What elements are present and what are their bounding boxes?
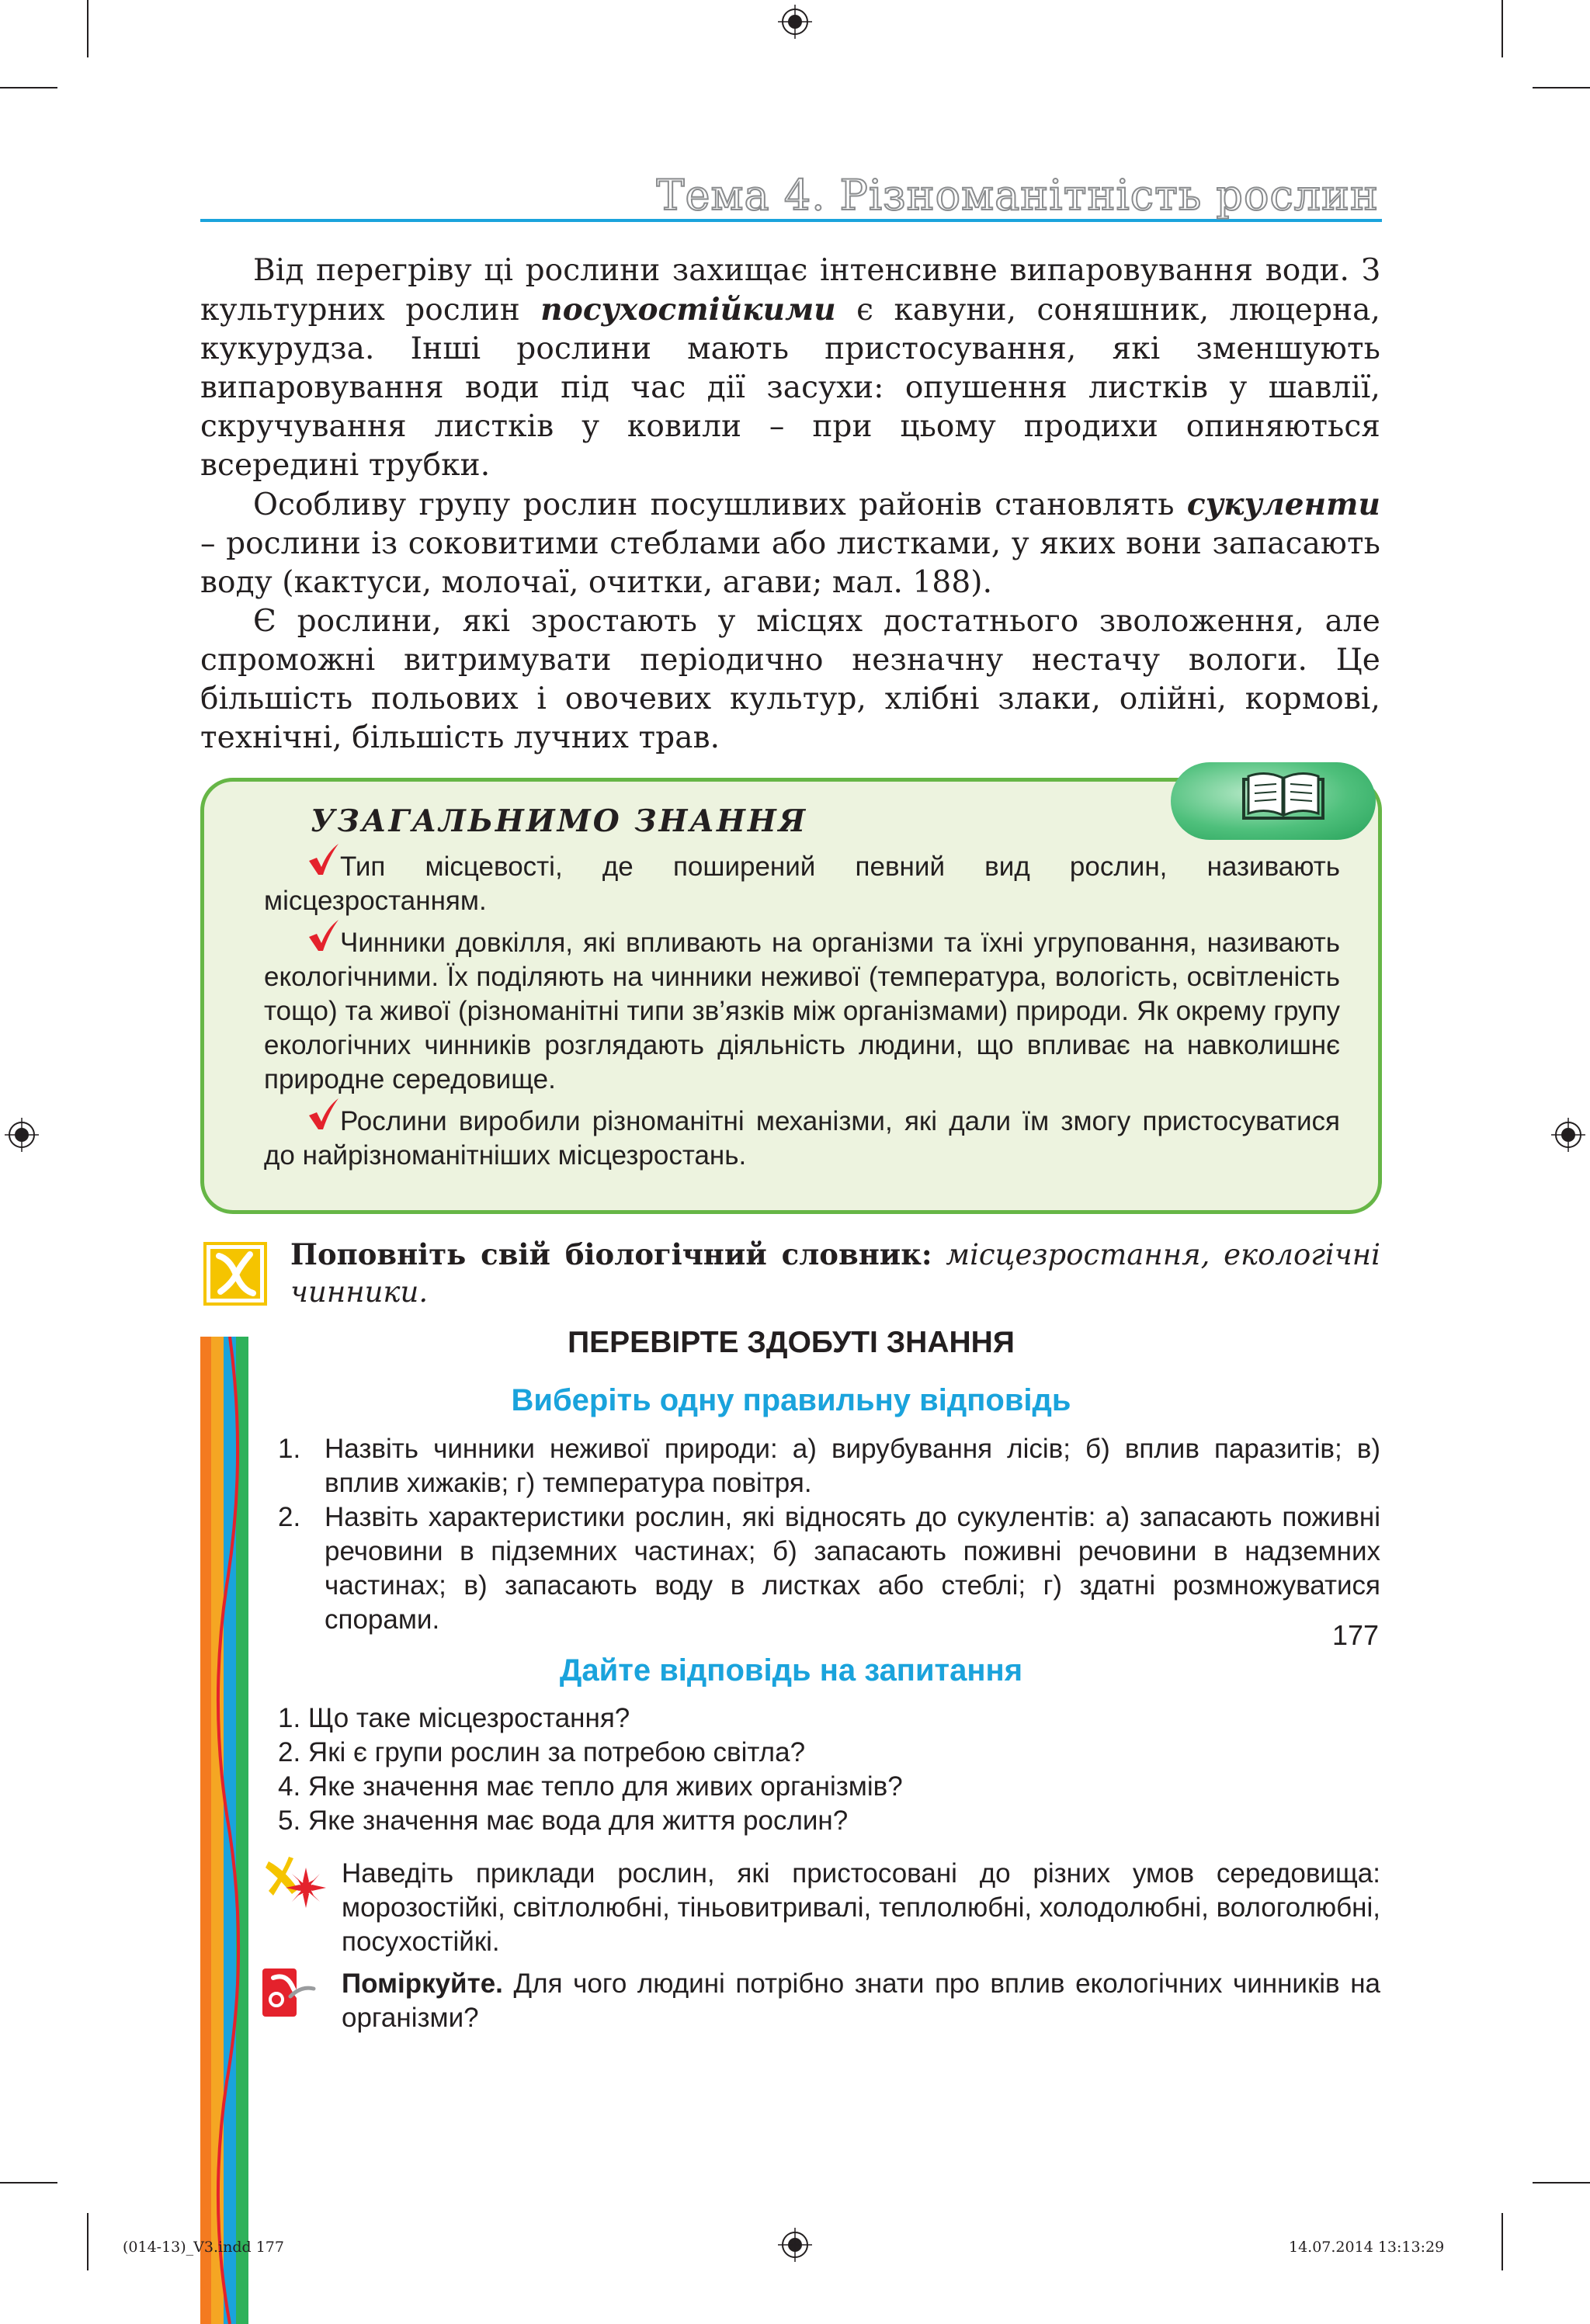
list-item (278, 1500, 1380, 1637)
item-number: 2. (278, 1502, 301, 1532)
list-item: 2. Які є групи рослин за потребою світла? (278, 1737, 806, 1767)
registration-mark-icon (1551, 1118, 1585, 1152)
body-text (200, 251, 1380, 758)
section-heading: ПЕРЕВІРТЕ ЗДОБУТІ ЗНАННЯ (568, 1326, 1015, 1359)
list-item: 5. Яке значення має вода для життя рослин? (278, 1805, 849, 1836)
summary-item-text: Чинники довкілля, які впливають на організми та їхні угруповання, називають екологічними. Їх поділяють на чинники неживої (температура, вологість, освітленість тощо) та живої (різноманітні типи зв’язків між організмами) природи. Як окрему групу екологічних чинників розглядають діяльність людини, що впливає на навколишнє природне середовище. (264, 928, 1340, 1094)
registration-mark-icon (778, 2228, 812, 2262)
footer-file-info: (014-13)_V3.indd 177 (123, 2239, 284, 2256)
crop-mark (1501, 2213, 1503, 2270)
chapter-title: Тема 4. Різноманітність рослин (656, 171, 1379, 220)
list-item: 4. Яке значення має тепло для живих організмів? (278, 1771, 903, 1802)
checkmark-icon (306, 918, 340, 952)
crop-mark (87, 2213, 89, 2270)
paragraph-text: Від перегріву ці рослини захищає інтенсивне випаровування води. З культурних рослин (200, 253, 1380, 328)
chapter-header (200, 172, 1382, 222)
summary-item (264, 850, 1340, 918)
crop-mark (87, 0, 89, 57)
summary-title: УЗАГАЛЬНИМО ЗНАННЯ (311, 803, 808, 839)
crop-mark (0, 2182, 57, 2184)
footer-timestamp: 14.07.2014 13:13:29 (1289, 2239, 1445, 2256)
question-list (278, 1701, 1380, 1838)
checkmark-icon (306, 1097, 340, 1131)
registration-mark-icon (778, 5, 812, 39)
flower-task-icon (262, 1855, 329, 1909)
summary-item (264, 926, 1340, 1097)
crop-mark (1501, 0, 1503, 57)
summary-item-text: Рослини виробили різноманітні механізми, які дали їм змогу пристосуватися до найрізноманітніших місцезростань. (264, 1106, 1340, 1171)
task-think (342, 1967, 1380, 2035)
page-number: 177 (1332, 1619, 1380, 1651)
paragraph-text: Є рослини, які зростають у місцях достатнього зволоження, але спроможні витримувати періодично незначну нестачу вологи. Це більшість польових і овочевих культур, хлібні злаки, олійні, кормові, технічні, більшість лучних трав. (200, 604, 1380, 755)
checkmark-icon (306, 842, 340, 876)
open-book-icon (1241, 768, 1326, 823)
paragraph-text: Особливу групу рослин посушливих районів становлять (253, 487, 1187, 522)
summary-list (264, 850, 1340, 1173)
item-number: 1. (278, 1434, 301, 1464)
question-list (278, 1432, 1380, 1637)
think-lead: Поміркуйте. (342, 1968, 503, 1999)
paragraph-text: є кавуни, соняшник, люцерна, кукурудза. Інші рослини мають пристосування, які зменшують випаровування води під час дії засухи: опушення листків у шавлії, скручування листків у ковили – при цьому продихи опиняються всередині трубки. (200, 293, 1380, 483)
registration-mark-icon (5, 1118, 39, 1152)
crop-mark (1533, 2182, 1590, 2184)
task-examples: Наведіть приклади рослин, які пристосовані до різних умов середовища: морозостійкі, світлолюбні, тіньовитривалі, теплолюбні, холодолюбні, вологолюбні, посухостійкі. (342, 1858, 1380, 1957)
summary-item (264, 1105, 1340, 1173)
item-text: Назвіть чинники неживої природи: а) вирубування лісів; б) вплив паразитів; в) вплив хижаків; г) температура повітря. (325, 1434, 1380, 1498)
term-bold: посухостійкими (540, 292, 836, 328)
list-item: 1. Що таке місцезростання? (278, 1703, 630, 1733)
crop-mark (1533, 87, 1590, 88)
item-text: Назвіть характеристики рослин, які відносять до сукулентів: а) запасають поживні речовини в підземних частинах; б) запасають поживні речовини в надземних частинах; в) запасають воду в листках або стеблі; г) здатні розмножуватися спорами. (325, 1502, 1380, 1635)
dictionary-icon (203, 1242, 267, 1306)
list-item (278, 1432, 1380, 1500)
crop-mark (0, 87, 57, 88)
dictionary-lead: Поповніть свій біологічний словник: (290, 1237, 932, 1271)
paragraph (200, 485, 1380, 602)
subheading-answer: Дайте відповідь на запитання (559, 1653, 1023, 1688)
decorative-stripe (200, 1337, 248, 2324)
summary-item-text: Тип місцевості, де поширений певний вид рослин, називають місцезростанням. (264, 852, 1340, 916)
paragraph-text: – рослини із соковитими стеблами або листками, у яких вони запасають воду (кактуси, молочаї, очитки, агави; мал. 188). (200, 526, 1380, 600)
think-task-icon (262, 1965, 329, 2020)
dictionary-text (290, 1236, 1380, 1311)
think-text: Для чого людині потрібно знати про вплив екологічних чинників на організми? (342, 1968, 1380, 2033)
paragraph (200, 251, 1380, 485)
subheading-choose: Виберіть одну правильну відповідь (511, 1383, 1071, 1417)
dictionary-terms: місцезростання, екологічні чинники. (290, 1238, 1380, 1309)
term-bold: сукуленти (1186, 487, 1380, 522)
paragraph (200, 602, 1380, 758)
